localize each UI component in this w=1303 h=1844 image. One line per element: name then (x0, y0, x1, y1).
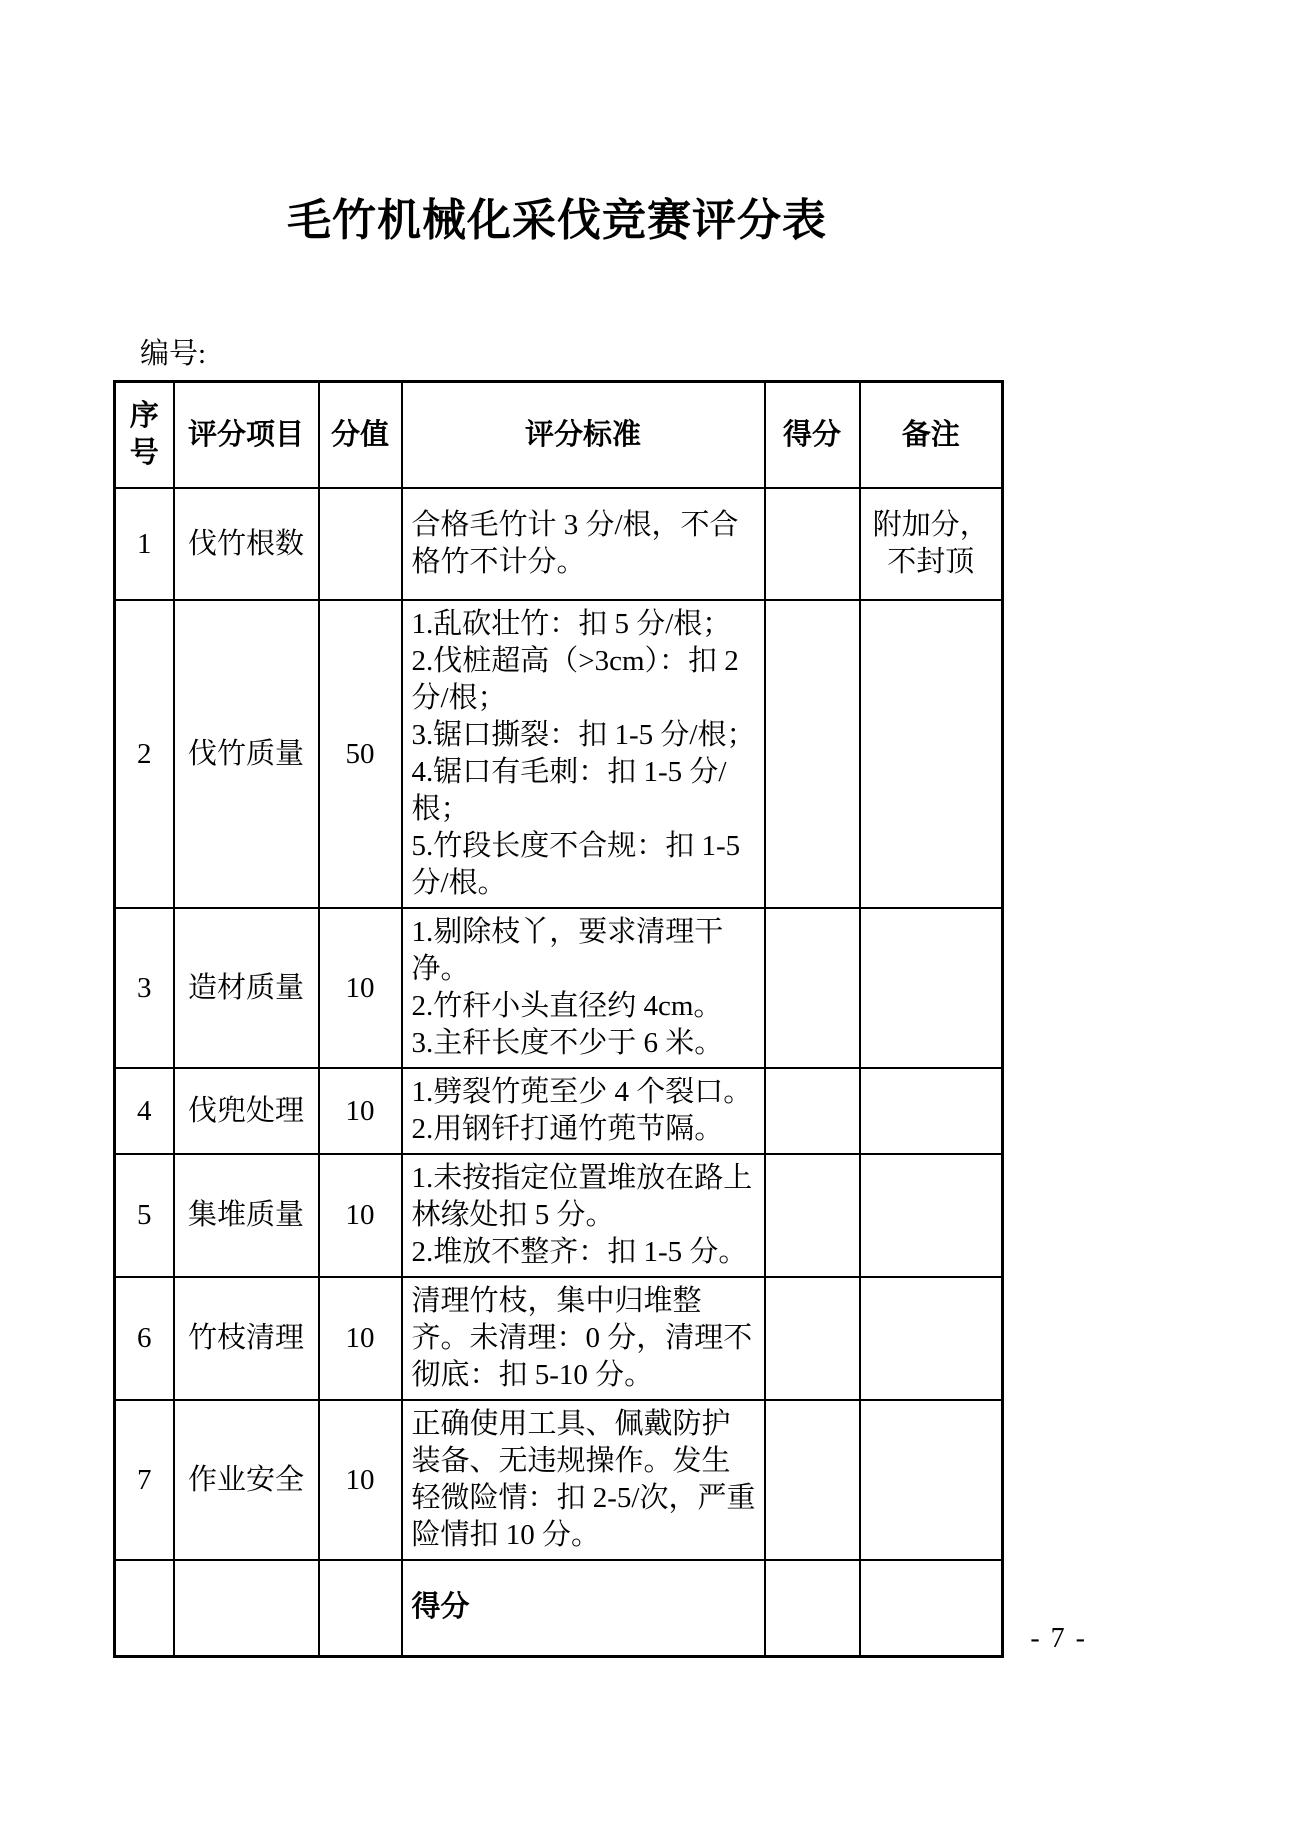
criteria-line: 1.未按指定位置堆放在路上林缘处扣 5 分。 (411, 1162, 753, 1232)
cell-points: 10 (319, 908, 402, 1068)
header-no: 序号 (115, 382, 174, 489)
table-row (115, 600, 1003, 908)
header-criteria: 评分标准 (402, 382, 765, 489)
table-row (115, 1154, 1003, 1277)
header-item: 评分项目 (174, 382, 319, 489)
cell-score (765, 1277, 860, 1400)
score-table (113, 380, 1004, 1658)
cell-no: 5 (115, 1154, 174, 1277)
cell-criteria (402, 600, 765, 908)
table-row (115, 1400, 1003, 1560)
cell-score (765, 1400, 860, 1560)
cell-remark (860, 1277, 1003, 1400)
cell-no: 2 (115, 600, 174, 908)
cell-no: 1 (115, 488, 174, 600)
cell-points: 50 (319, 600, 402, 908)
cell-score (765, 1154, 860, 1277)
cell-item: 造材质量 (174, 908, 319, 1068)
total-row (115, 1560, 1003, 1656)
header-row (115, 382, 1003, 489)
cell-criteria (402, 908, 765, 1068)
cell-points: 10 (319, 1277, 402, 1400)
cell-no: 3 (115, 908, 174, 1068)
cell-remark: 附加分，不封顶 (860, 488, 1003, 600)
cell-item: 伐兜处理 (174, 1068, 319, 1154)
page-number: - 7 - (1030, 1623, 1087, 1654)
total-score-label: 得分 (411, 1591, 470, 1624)
criteria-line: 3.主秆长度不少于 6 米。 (411, 1027, 724, 1060)
number-label: 编号: (140, 338, 207, 371)
criteria-line: 4.锯口有毛刺：扣 1-5 分/根； (411, 756, 727, 826)
cell-criteria (402, 1277, 765, 1400)
cell-points (319, 488, 402, 600)
cell-remark (860, 1400, 1003, 1560)
cell-item: 竹枝清理 (174, 1277, 319, 1400)
cell-criteria (402, 1560, 765, 1656)
cell-points: 10 (319, 1400, 402, 1560)
cell-item (174, 1560, 319, 1656)
cell-points: 10 (319, 1154, 402, 1277)
criteria-line: 1.乱砍壮竹：扣 5 分/根； (411, 608, 732, 641)
document-content (113, 0, 1001, 1658)
cell-score (765, 488, 860, 600)
criteria-line: 2.竹秆小头直径约 4cm。 (411, 990, 723, 1023)
cell-criteria (402, 1154, 765, 1277)
cell-score (765, 600, 860, 908)
criteria-line: 1.剔除枝丫，要求清理干净。 (411, 916, 724, 986)
cell-no (115, 1560, 174, 1656)
cell-no: 4 (115, 1068, 174, 1154)
criteria-line: 2.堆放不整齐：扣 1-5 分。 (411, 1236, 748, 1269)
cell-item: 作业安全 (174, 1400, 319, 1560)
cell-criteria (402, 1068, 765, 1154)
cell-remark (860, 1154, 1003, 1277)
cell-score (765, 1560, 860, 1656)
criteria-line: 合格毛竹计 3 分/根，不合格竹不计分。 (411, 509, 739, 579)
criteria-line: 正确使用工具、佩戴防护装备、无违规操作。发生轻微险情：扣 2-5/次，严重险情扣 10 分。 (411, 1408, 756, 1552)
criteria-line: 清理竹枝，集中归堆整齐。未清理：0 分，清理不彻底：扣 5-10 分。 (411, 1285, 753, 1392)
criteria-line: 3.锯口撕裂：扣 1-5 分/根； (411, 719, 756, 752)
header-remark: 备注 (860, 382, 1003, 489)
table-row (115, 1068, 1003, 1154)
cell-remark (860, 600, 1003, 908)
table-row (115, 908, 1003, 1068)
criteria-line: 2.伐桩超高（>3cm）：扣 2 分/根； (411, 645, 739, 715)
criteria-line: 5.竹段长度不合规：扣 1-5 分/根。 (411, 830, 741, 900)
cell-no: 6 (115, 1277, 174, 1400)
cell-no: 7 (115, 1400, 174, 1560)
cell-remark (860, 1068, 1003, 1154)
cell-score (765, 908, 860, 1068)
cell-criteria (402, 488, 765, 600)
criteria-line: 2.用钢钎打通竹蔸节隔。 (411, 1113, 724, 1146)
table-body (115, 488, 1003, 1656)
cell-item: 集堆质量 (174, 1154, 319, 1277)
table-row (115, 1277, 1003, 1400)
cell-criteria (402, 1400, 765, 1560)
table-row (115, 488, 1003, 600)
cell-remark (860, 908, 1003, 1068)
cell-remark (860, 1560, 1003, 1656)
cell-points: 10 (319, 1068, 402, 1154)
cell-score (765, 1068, 860, 1154)
page-title: 毛竹机械化采伐竞赛评分表 (287, 196, 827, 245)
header-score: 得分 (765, 382, 860, 489)
cell-item: 伐竹根数 (174, 488, 319, 600)
cell-points (319, 1560, 402, 1656)
criteria-line: 1.劈裂竹蔸至少 4 个裂口。 (411, 1076, 753, 1109)
cell-item: 伐竹质量 (174, 600, 319, 908)
header-points: 分值 (319, 382, 402, 489)
